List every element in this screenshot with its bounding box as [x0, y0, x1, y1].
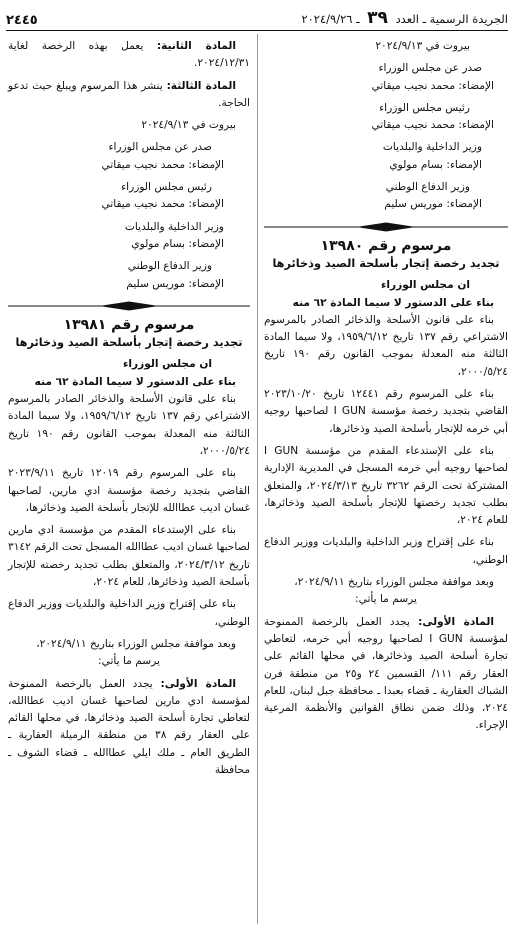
article-1 [264, 614, 508, 735]
page-header [6, 6, 508, 31]
left-column [8, 38, 252, 779]
decree-title: تجديد رخصة إتجار بأسلحة الصيد وذخائرها [272, 256, 500, 270]
article-2 [8, 38, 250, 73]
place-date: بيروت في ٢٠٢٤/٩/١٣ [375, 40, 470, 52]
issue-date: ـ ٢٠٢٤/٩/٢٦ [301, 12, 360, 26]
preamble-paragraph: بناء على الإستدعاء المقدم من مؤسسة ادي مارين لصاحبها غسان اديب عطاالله المسجل تحت الرقم ٣١٤٢ تاريخ ٢٠٢٤/٣/١٢، والمتعلق بطلب تجديد رخصته للإتجار بأسلحة الصيد وذخائرها، للعام ٢٠٢٤، [8, 524, 250, 589]
article-text: يجدد العمل بالرخصة الممنوحة لمؤسسة I GUN لصاحبها روجيه أبي خرمه، لتعاطي تجارة أسلحة الصيد وذخائرها، في محلها القائم على العقار رقم ١١١/ القسمين ٢٤ و٢٥ من منطقة فرن الشباك العقارية ـ قضاء بعبدا ـ محافظة جبل لبنان، للعام ٢٠٢٤، وذلك ضمن نطاق القوانين والأنظمة المرعية الإجراء. [264, 615, 509, 732]
signature-pm: الإمضاء: محمد نجيب ميقاتي [101, 158, 224, 171]
council-heading: ان مجلس الوزراء [380, 279, 470, 292]
signature-defense: الإمضاء: موريس سليم [126, 277, 224, 290]
preamble-paragraph: بناء على قانون الأسلحة والذخائر الصادر بالمرسوم الاشتراعي رقم ١٣٧ تاريخ ١٩٥٩/٦/١٢، ولا سيما المادة الثالثة منه المعدلة بموجب القانون رقم ١٩٠ تاريخ ٢٠٠٠/٥/٢٤، [8, 393, 250, 457]
preamble-paragraph: بناء على إقتراح وزير الداخلية والبلديات ووزير الدفاع الوطني، [264, 536, 508, 566]
preamble-paragraph: بناء على إقتراح وزير الداخلية والبلديات ووزير الدفاع الوطني، [8, 598, 250, 628]
preamble-paragraph: بناء على قانون الأسلحة والذخائر الصادر بالمرسوم الاشتراعي رقم ١٣٧ تاريخ ١٩٥٩/٦/١٢، ولا سيما المادة الثالثة منه المعدلة بموجب القانون رقم ١٩٠ تاريخ ٢٠٠٠/٥/٢٤، [264, 313, 509, 378]
article-3 [8, 78, 250, 113]
pm-title: رئيس مجلس الوزراء [379, 101, 470, 114]
article-label: المادة الثانية: [156, 40, 236, 52]
signature-pm: الإمضاء: محمد نجيب ميقاتي [101, 198, 224, 211]
article-text: يجدد العمل بالرخصة الممنوحة لمؤسسة ادي مارين لصاحبها غسان اديب عطاالله، لتعاطي تجارة أسلحة الصيد وذخائرها، في محلها القائم على العقار رقم ٣٨ من منطقة الرميلة العقارية ـ الطريق العام ـ ملك ايلي عطاالله ـ قضاء الشوف ـ محافظة [8, 677, 251, 776]
signature-interior: الإمضاء: بسام مولوي [389, 158, 482, 171]
journal-name: الجريدة الرسمية ـ العدد [395, 12, 508, 26]
signature-interior: الإمضاء: بسام مولوي [131, 237, 224, 250]
approval-paragraph: وبعد موافقة مجلس الوزراء بتاريخ ٢٠٢٤/٩/١١، [36, 637, 236, 650]
approval-paragraph: وبعد موافقة مجلس الوزراء بتاريخ ٢٠٢٤/٩/١١، [294, 576, 494, 589]
preamble-paragraph: بناء على المرسوم رقم ١٢٤٤١ تاريخ ٢٠٢٣/١٠/٢٠ القاضي بتجديد رخصة مؤسسة I GUN لصاحبها روجيه أبي خرمه للإتجار بأسلحة الصيد وذخائرها، [264, 388, 509, 435]
pm-title: رئيس مجلس الوزراء [121, 181, 212, 194]
article-text: يعمل بهذه الرخصة لغاية ٢٠٢٤/١٢/٣١. [8, 40, 250, 70]
signature-pm: الإمضاء: محمد نجيب ميقاتي [371, 79, 494, 92]
decree-number: مرسوم رقم ١٣٩٨٠ [320, 237, 452, 254]
decrees-heading: يرسم ما يأتي: [355, 593, 417, 606]
defense-minister-title: وزير الدفاع الوطني [385, 181, 470, 194]
signature-pm: الإمضاء: محمد نجيب ميقاتي [371, 119, 494, 132]
article-label: المادة الأولى: [418, 615, 495, 628]
preamble-paragraph: بناء على الإستدعاء المقدم من مؤسسة I GUN لصاحبها روجيه أبي خرمه المسجل في المديرية الإدارية المشتركة تحت الرقم ٣٢٦٢ تاريخ ٢٠٢٤/٣/١٣، والمتعلق بطلب تجديد رخصتها للإتجار بأسلحة الصيد وذخائرها، للعام ٢٠٢٤، [264, 444, 508, 527]
column-divider [257, 34, 258, 924]
decree-title: تجديد رخصة إتجار بأسلحة الصيد وذخائرها [15, 336, 243, 350]
section-separator [8, 301, 250, 311]
signature-defense: الإمضاء: موريس سليم [384, 198, 482, 211]
article-label: المادة الأولى: [160, 677, 236, 690]
article-text: ينشر هذا المرسوم ويبلغ حيث تدعو الحاجة. [8, 79, 250, 109]
page-number: ٢٤٤٥ [6, 13, 38, 28]
issue-number: ٣٩ [367, 8, 388, 28]
journal-heading [301, 8, 508, 28]
place-date: بيروت في ٢٠٢٤/٩/١٣ [141, 119, 236, 132]
right-column [264, 38, 508, 735]
preamble-paragraph: بناء على المرسوم رقم ١٢٠١٩ تاريخ ٢٠٢٣/٩/١١ القاضي بتجديد رخصة مؤسسة ادي مارين، لصاحبها غسان اديب عطاالله للإتجار بأسلحة الصيد وذخائرها، [8, 467, 250, 514]
decree-number: مرسوم رقم ١٣٩٨١ [63, 316, 195, 333]
interior-minister-title: وزير الداخلية والبلديات [124, 220, 224, 233]
article-label: المادة الثالثة: [166, 79, 236, 92]
interior-minister-title: وزير الداخلية والبلديات [382, 141, 482, 154]
article-1 [8, 676, 250, 780]
constitution-clause: بناء على الدستور لا سيما المادة ٦٢ منه [34, 375, 236, 388]
constitution-clause: بناء على الدستور لا سيما المادة ٦٢ منه [292, 296, 494, 309]
defense-minister-title: وزير الدفاع الوطني [127, 260, 212, 273]
section-separator [264, 222, 508, 232]
issued-by: صدر عن مجلس الوزراء [378, 62, 482, 75]
issued-by: صدر عن مجلس الوزراء [108, 141, 212, 154]
decrees-heading: يرسم ما يأتي: [98, 655, 160, 668]
council-heading: ان مجلس الوزراء [122, 358, 212, 371]
